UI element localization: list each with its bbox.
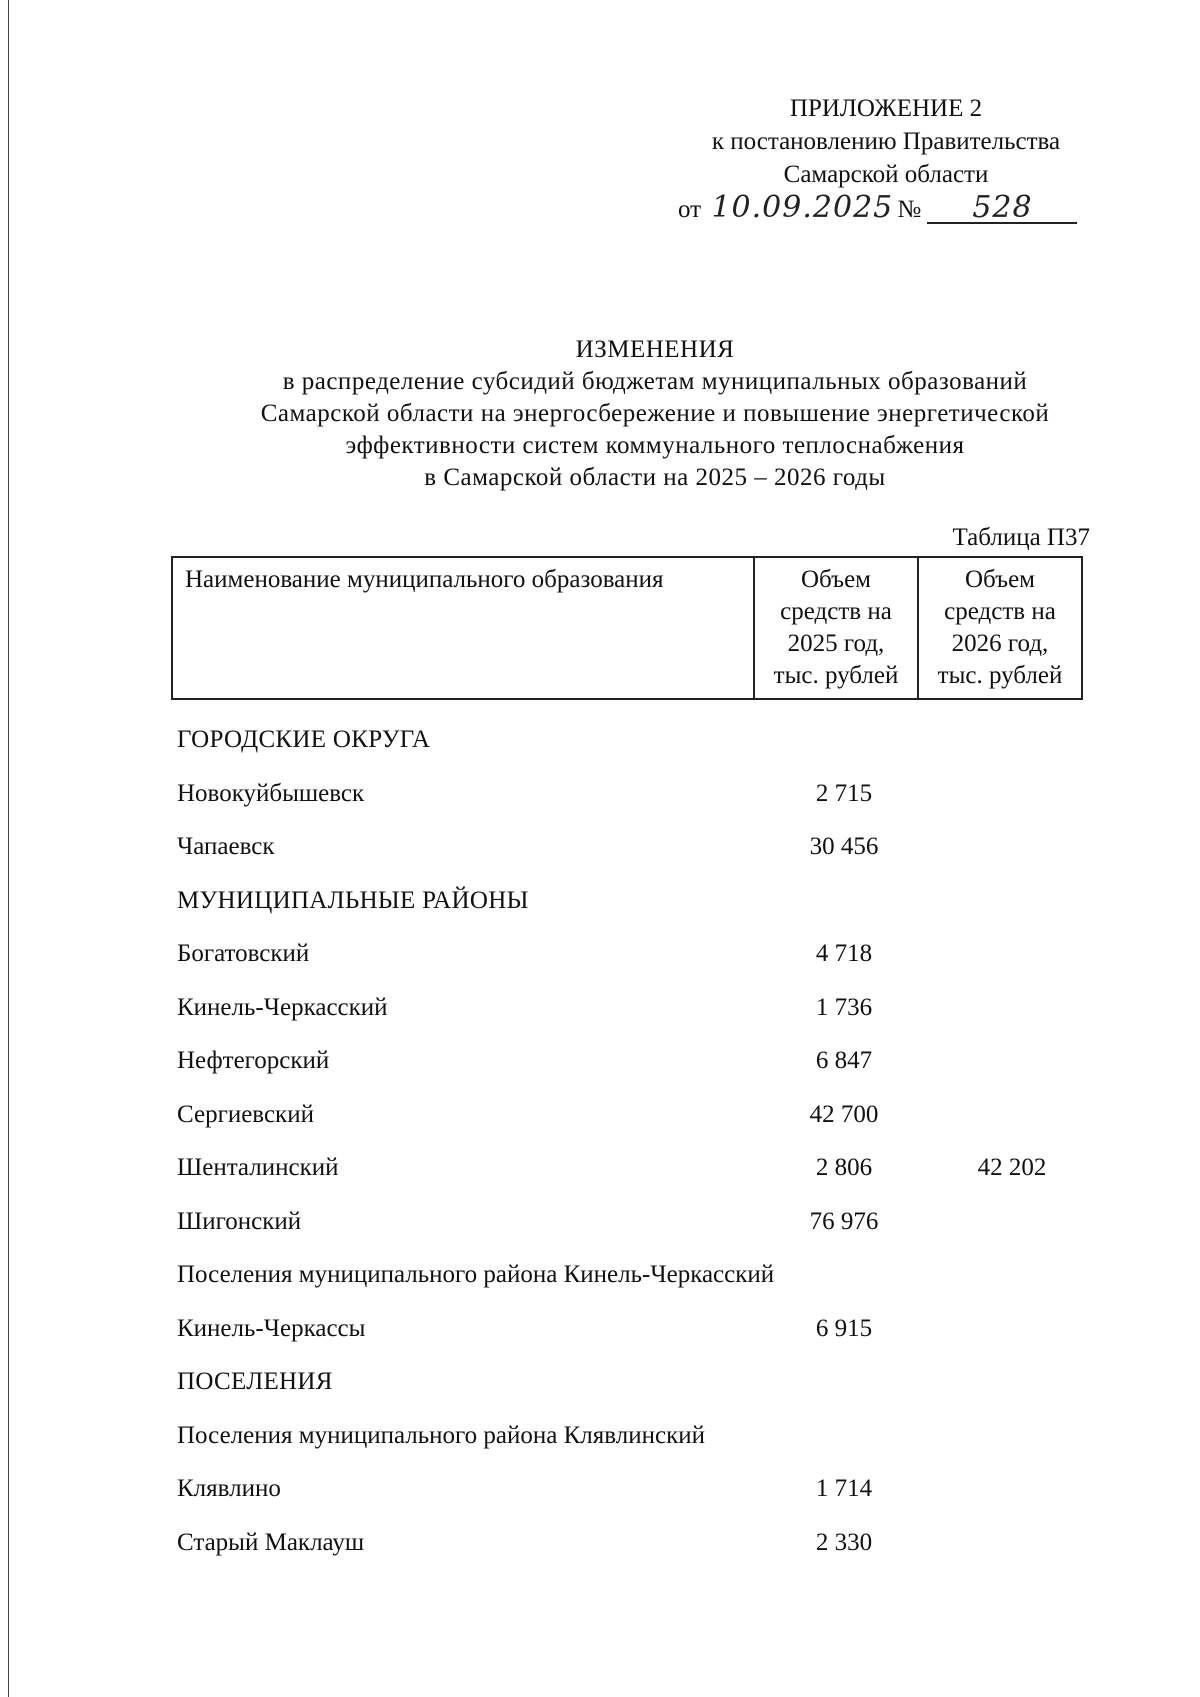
- header-2026-line: средств на: [944, 598, 1056, 625]
- row-name: Поселения муниципального района Кинель-Черкасский: [177, 1261, 775, 1288]
- title-line-3: эффективности систем коммунального теплоснабжения: [345, 432, 965, 459]
- appendix-line-2: Самарской области: [783, 161, 989, 188]
- table-row: [177, 1467, 1077, 1521]
- row-name: МУНИЦИПАЛЬНЫЕ РАЙОНЫ: [177, 886, 529, 914]
- header-2026-line: 2026 год,: [951, 630, 1049, 657]
- document-title: [180, 334, 1130, 494]
- appendix-date-line: [676, 191, 1096, 226]
- table-row: [177, 718, 1077, 772]
- header-2026-line: Объем: [965, 566, 1035, 593]
- header-2025: [754, 557, 918, 699]
- header-2025-line: Объем: [801, 566, 871, 593]
- row-name: Новокуйбышевск: [177, 779, 365, 807]
- table-row: [177, 932, 1077, 986]
- row-value-2025: 1 714: [815, 1475, 873, 1502]
- header-2026: [918, 557, 1082, 699]
- header-2025-line: 2025 год,: [787, 630, 885, 657]
- table-row: [177, 1200, 1077, 1254]
- row-value-2025: 2 330: [815, 1528, 873, 1556]
- title-heading: ИЗМЕНЕНИЯ: [575, 336, 735, 363]
- table-row: [177, 1307, 1077, 1361]
- row-name: Старый Маклауш: [177, 1528, 365, 1556]
- row-value-2025: 2 715: [815, 779, 873, 807]
- row-name: Кинель-Черкассы: [177, 1314, 366, 1342]
- appendix-title: ПРИЛОЖЕНИЕ 2: [789, 95, 983, 122]
- handwritten-number: 528: [927, 194, 1077, 224]
- title-line-2: Самарской области на энергосбережение и повышение энергетической: [260, 400, 1050, 427]
- row-value-2025: 1 736: [815, 993, 873, 1021]
- table-row: [177, 1253, 1077, 1307]
- row-name: Поселения муниципального района Клявлинский: [177, 1421, 705, 1449]
- row-value-2025: 2 806: [815, 1154, 873, 1181]
- row-name: Шенталинский: [177, 1154, 339, 1181]
- row-name: Чапаевск: [177, 833, 275, 860]
- row-name: Нефтегорский: [177, 1047, 330, 1074]
- row-value-2025: 76 976: [809, 1207, 879, 1235]
- header-name: Наименование муниципального образования: [172, 557, 754, 699]
- table-row: [177, 1039, 1077, 1093]
- appendix-line-1: к постановлению Правительства: [711, 128, 1061, 155]
- row-name: ГОРОДСКИЕ ОКРУГА: [177, 726, 431, 753]
- handwritten-date: 10.09.2025: [711, 190, 894, 225]
- date-prefix: от: [678, 196, 702, 223]
- scan-edge-line: [8, 0, 9, 1697]
- appendix-block: [676, 92, 1096, 226]
- row-value-2025: 30 456: [809, 833, 879, 860]
- table-row: [177, 1521, 1077, 1575]
- header-2026-line: тыс. рублей: [937, 662, 1063, 689]
- row-name: Богатовский: [177, 940, 310, 967]
- table-row: [177, 986, 1077, 1040]
- row-value-2025: 6 847: [815, 1047, 873, 1074]
- table-row: [177, 1360, 1077, 1414]
- row-name: Кинель-Черкасский: [177, 993, 388, 1021]
- table-body: [177, 718, 1077, 1574]
- row-value-2026: 42 202: [977, 1154, 1047, 1181]
- table-row: [177, 825, 1077, 879]
- title-line-1: в распределение субсидий бюджетам муниципальных образований: [282, 368, 1028, 395]
- table-row: [177, 879, 1077, 933]
- header-2025-line: средств на: [780, 598, 892, 625]
- row-value-2025: 42 700: [809, 1100, 879, 1128]
- row-name: Сергиевский: [177, 1100, 314, 1128]
- number-prefix: №: [897, 196, 922, 223]
- table-row: [177, 1414, 1077, 1468]
- table-row: [177, 1146, 1077, 1200]
- table-header: [171, 556, 1083, 700]
- row-name: Шигонский: [177, 1207, 302, 1235]
- table-row: [177, 1093, 1077, 1147]
- table-label: Таблица П37: [952, 524, 1090, 551]
- title-line-4: в Самарской области на 2025 – 2026 годы: [424, 464, 886, 491]
- row-value-2025: 6 915: [815, 1314, 873, 1342]
- header-2025-line: тыс. рублей: [773, 662, 899, 689]
- row-name: ПОСЕЛЕНИЯ: [177, 1368, 333, 1395]
- row-value-2025: 4 718: [815, 940, 873, 967]
- table-row: [177, 772, 1077, 826]
- row-name: Клявлино: [177, 1475, 281, 1502]
